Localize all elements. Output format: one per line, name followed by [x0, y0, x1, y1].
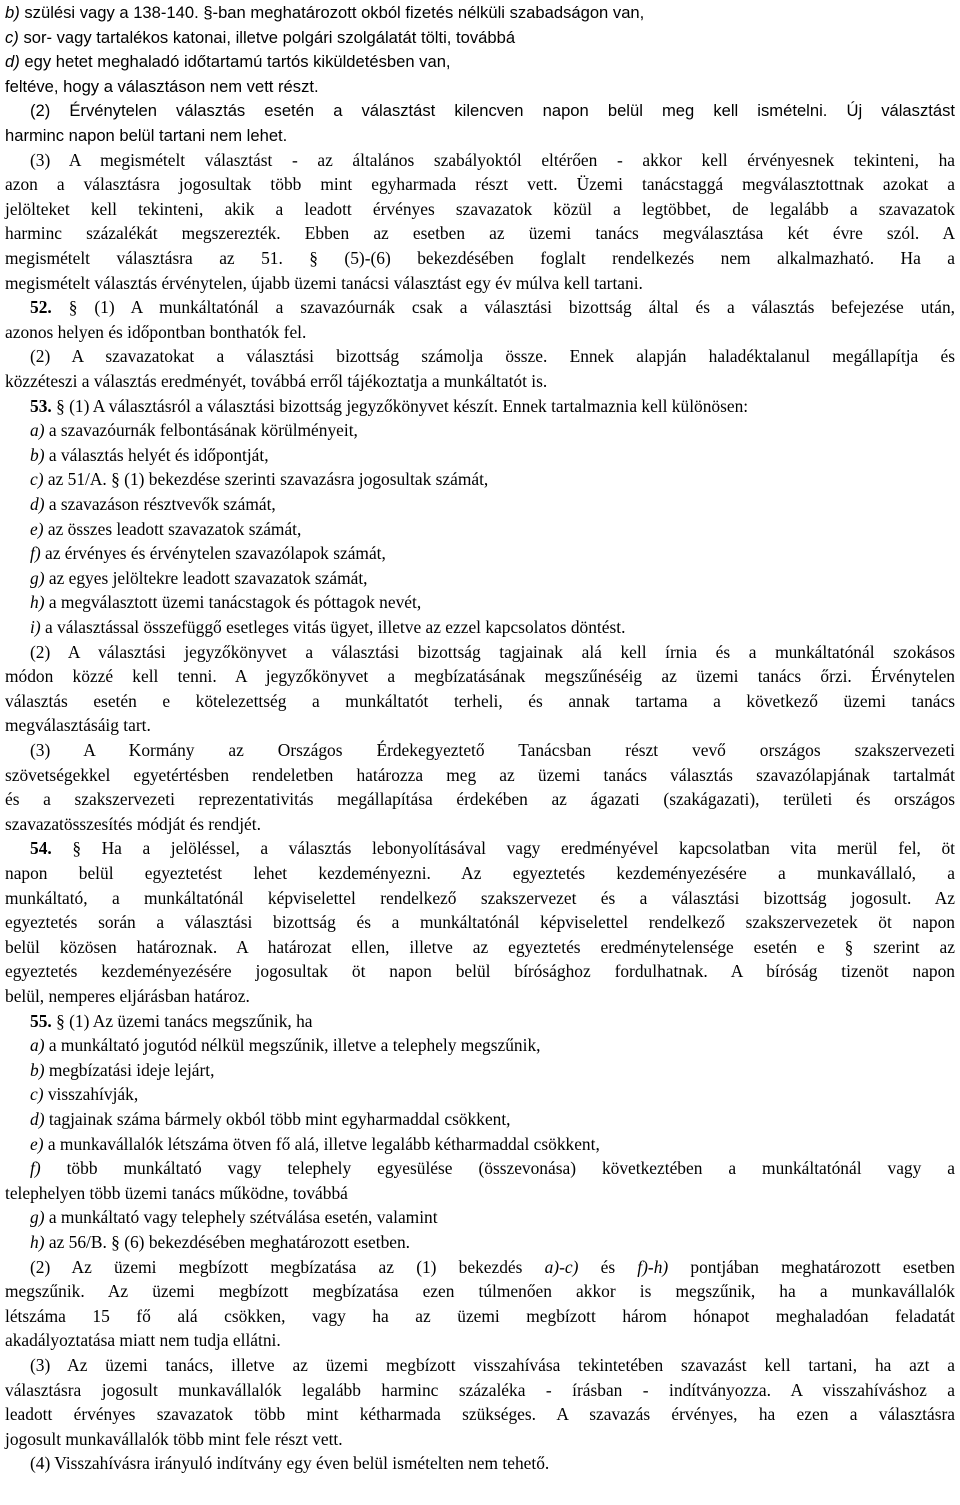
text-line — [30, 98, 955, 123]
text-run: választásra jogosult munkavállalók legalább harminc százaléka - írásban - indítványozza. A visszahíváshoz a — [5, 1379, 955, 1400]
item-label: c) — [5, 27, 19, 47]
text-run: napon belül egyeztetést lehet kezdeményezni. Az egyeztetés kezdeményezésére a munkavállaló, a — [5, 863, 955, 883]
item-label: i) — [30, 617, 41, 637]
text-run: megszűnik. Az üzemi megbízott megbízatása ezen túlmenően akkor is megszűnik, ha a munkavállalók — [5, 1281, 955, 1302]
text-run: jogosult munkavállalók több mint fele részt vett. — [5, 1428, 343, 1449]
text-run: az egyes jelöltekre leadott szavazatok számát, — [44, 567, 368, 588]
text-run: megválasztásáig tart. — [5, 715, 151, 736]
item-label: d) — [5, 52, 20, 72]
text-line — [30, 1082, 955, 1107]
item-label: c) — [30, 469, 44, 490]
item-label: f)-h) — [637, 1256, 669, 1277]
text-run: a megválasztott üzemi tanácstagok és póttagok nevét, — [44, 592, 422, 613]
text-line — [5, 886, 955, 911]
text-line — [30, 1230, 955, 1255]
text-line — [5, 861, 955, 886]
text-run: létszáma 15 fő alá csökken, vagy ha az üzemi megbízott három hónapot meghaladóan feladatát — [5, 1305, 955, 1326]
item-label: e) — [30, 1133, 44, 1154]
text-run: (2) A választási jegyzőkönyvet a választási bizottság tagjainak alá kell írnia és a munkáltatónál szokásos — [30, 641, 955, 662]
text-run: feltéve, hogy a választáson nem vett részt. — [5, 76, 319, 96]
text-run: választás esetén e kötelezettség a munkáltatót terheli, és annak tartama a következő üzemi tanács — [5, 690, 955, 711]
section-number: 53. — [30, 395, 52, 416]
item-label: a) — [30, 420, 45, 441]
text-run: az 56/B. § (6) bekezdésében meghatározott esetben. — [44, 1232, 411, 1252]
text-run: visszahívják, — [43, 1084, 139, 1105]
text-run: tagjainak száma bármely okból több mint egyharmaddal csökkent, — [44, 1109, 511, 1129]
text-line — [5, 1279, 955, 1304]
text-run: és a szakszervezeti reprezentativitás megállapítása érdekében az ágazati (szakágazati), területi és országos — [5, 789, 955, 810]
item-label: b) — [30, 1059, 45, 1080]
item-label: g) — [30, 1207, 45, 1228]
text-run: a munkáltató vagy telephely szétválása esetén, valamint — [44, 1207, 438, 1228]
text-run: telephelyen több üzemi tanács működne, továbbá — [5, 1182, 348, 1203]
text-line — [5, 197, 955, 222]
text-run: harminc százalékát megszerezték. Ebben az esetben az üzemi tanács megválasztása két évre szól. A — [5, 223, 955, 244]
text-run: megismételt választásra az 51. § (5)-(6) bekezdésében foglalt rendelkezés nem alkalmazható. Ha a — [5, 248, 955, 268]
text-line — [30, 1255, 955, 1280]
text-line — [30, 1058, 955, 1083]
text-run: módon közzé kell tenni. A jegyzőkönyvet a megbízatásának megszűnéséig az üzemi tanács őrzi. Érvénytelen — [5, 666, 955, 687]
text-line — [5, 1427, 955, 1452]
text-run: azon a választásra jogosultak több mint egyharmada részt vett. Üzemi tanácstaggá megválasztottnak azokat a — [5, 174, 955, 195]
text-line — [30, 344, 955, 369]
text-line — [30, 148, 955, 173]
text-line — [5, 1328, 955, 1353]
text-line — [5, 172, 955, 197]
text-line — [30, 590, 955, 615]
text-run: belül közösen határoznak. A határozat ellen, illetve az egyeztetés eredménytelensége esetén e § szerint az — [5, 936, 955, 957]
text-line — [5, 271, 955, 296]
text-run: (4) Visszahívásra irányuló indítvány egy éven belül ismételten nem tehető. — [30, 1453, 550, 1474]
text-line — [5, 763, 955, 788]
text-line — [30, 836, 955, 861]
text-run: § (1) Az üzemi tanács megszűnik, ha — [51, 1010, 313, 1031]
text-line — [30, 443, 955, 468]
text-run: a munkavállalók létszáma ötven fő alá, illetve legalább kétharmaddal csökkent, — [43, 1133, 600, 1154]
item-label: f) — [30, 1158, 41, 1179]
item-label: d) — [30, 1109, 45, 1129]
text-line — [30, 738, 955, 763]
text-line — [5, 935, 955, 960]
text-line — [30, 1033, 955, 1058]
text-line — [5, 689, 955, 714]
text-line — [30, 566, 955, 591]
text-line — [5, 984, 955, 1009]
text-run: és — [578, 1256, 638, 1277]
text-line — [5, 664, 955, 689]
text-run: akadályoztatása miatt nem tudja ellátni. — [5, 1330, 281, 1351]
text-line — [30, 1451, 955, 1476]
text-line — [5, 25, 955, 50]
text-run: az 51/A. § (1) bekezdése szerinti szavazásra jogosultak számát, — [43, 469, 489, 490]
text-line — [5, 1402, 955, 1427]
text-line — [5, 49, 955, 74]
text-line — [5, 221, 955, 246]
text-run: pontjában meghatározott esetben — [668, 1256, 955, 1277]
text-run: § Ha a jelöléssel, a választás lebonyolításával vagy eredményével kapcsolatban vita merül fel, öt — [51, 838, 955, 859]
text-line — [30, 492, 955, 517]
text-run: közzéteszi a választás eredményét, továbbá erről tájékoztatja a munkáltatót is. — [5, 371, 548, 391]
section-number: 55. — [30, 1010, 52, 1031]
text-run: (2) A szavazatokat a választási bizottság számolja össze. Ennek alapján haladéktalanul megállapítja és — [30, 346, 955, 367]
text-line — [5, 713, 955, 738]
text-line — [30, 1107, 955, 1132]
text-run: szövetségekkel egyetértésben rendeletben határozza meg az üzemi tanács választás szavazólapjának tartalmát — [5, 764, 955, 785]
text-run: egyeztetés során a választási bizottság és a munkáltatónál képviselettel rendelkező szakszervezetek öt napon — [5, 912, 955, 933]
text-run: § (1) A munkáltatónál a szavazóurnák csak a választási bizottság által és a választás befejezése után, — [51, 297, 955, 318]
item-label: e) — [30, 518, 44, 539]
item-label: g) — [30, 567, 45, 588]
text-line — [30, 640, 955, 665]
text-line — [30, 394, 955, 419]
text-line — [5, 1304, 955, 1329]
text-run: az összes leadott szavazatok számát, — [43, 518, 302, 539]
text-run: szavazatösszesítés módját és rendjét. — [5, 813, 261, 834]
text-run: leadott érvényes szavazatok több mint kétharmada szükséges. A szavazás érvényes, ha ezen a választásra — [5, 1404, 955, 1425]
text-run: munkáltató, a munkáltatónál képviselettel rendelkező szakszervezet és a választási bizottság jogosult. Az — [5, 887, 955, 908]
item-label: a)-c) — [544, 1256, 579, 1277]
text-line — [5, 0, 955, 25]
item-label: c) — [30, 1084, 44, 1105]
text-line — [30, 1353, 955, 1378]
text-line — [5, 1378, 955, 1403]
text-line — [30, 1009, 955, 1034]
text-line — [30, 541, 955, 566]
text-line — [30, 418, 955, 443]
item-label: f) — [30, 543, 41, 564]
text-run: a választással összefüggő esetleges vitás ügyet, illetve az ezzel kapcsolatos döntést. — [40, 617, 626, 637]
text-run: megismételt választás érvénytelen, újabb üzemi tanácsi választást egy év múlva kell tartani. — [5, 272, 643, 293]
text-run: belül, nemperes eljárásban határoz. — [5, 986, 250, 1006]
text-run: a szavazóurnák felbontásának körülményeit, — [44, 420, 358, 441]
text-run: (2) Az üzemi megbízott megbízatása az (1) bekezdés — [30, 1256, 545, 1277]
text-run: (3) Az üzemi tanács, illetve az üzemi megbízott visszahívása tekintetében szavazást kell tartani, ha azt a — [30, 1355, 955, 1375]
text-run: egyeztetés kezdeményezésére jogosultak öt napon belül bírósághoz fordulhatnak. A bíróság tizenöt napon — [5, 961, 955, 982]
text-line — [5, 787, 955, 812]
section-number: 54. — [30, 838, 52, 859]
text-run: több munkáltató vagy telephely egyesülése (összevonása) következtében a munkáltatónál vagy a — [40, 1158, 955, 1179]
text-run: (2) Érvénytelen választás esetén a választást kilencven napon belül meg kell ismételni. Új választást — [30, 101, 955, 121]
text-line — [30, 1205, 955, 1230]
text-line — [30, 615, 955, 640]
text-line — [5, 369, 955, 394]
text-line — [5, 123, 955, 148]
item-label: a) — [30, 1035, 45, 1056]
text-run: a szavazáson résztvevők számát, — [44, 494, 276, 514]
text-line — [5, 1181, 955, 1206]
item-label: b) — [5, 3, 20, 22]
text-line — [30, 1156, 955, 1181]
text-line — [30, 517, 955, 542]
text-line — [30, 467, 955, 492]
text-run: jelölteket kell tekinteni, akik a leadott érvényes szavazatok közül a legtöbbet, de legalább a szavazatok — [5, 198, 955, 219]
text-line — [5, 74, 955, 99]
text-run: (3) A Kormány az Országos Érdekegyeztető Tanácsban részt vevő országos szakszervezeti — [30, 740, 955, 760]
text-line — [5, 812, 955, 837]
text-run: a választás helyét és időpontját, — [44, 444, 269, 465]
text-run: az érvényes és érvénytelen szavazólapok számát, — [40, 543, 386, 564]
text-run: megbízatási ideje lejárt, — [44, 1059, 215, 1080]
text-run: szülési vagy a 138-140. §-ban meghatározott okból fizetés nélküli szabadságon van, — [19, 3, 645, 22]
section-number: 52. — [30, 297, 52, 318]
text-line — [30, 295, 955, 320]
text-run: (3) A megismételt választást - az általános szabályoktól eltérően - akkor kell érvényesnek tekinteni, ha — [30, 149, 955, 170]
text-line — [5, 320, 955, 345]
item-label: b) — [30, 444, 45, 465]
text-line — [5, 910, 955, 935]
text-line — [5, 959, 955, 984]
item-label: h) — [30, 592, 45, 613]
text-run: egy hetet meghaladó időtartamú tartós kiküldetésben van, — [19, 52, 451, 72]
text-line — [30, 1132, 955, 1157]
text-run: a munkáltató jogutód nélkül megszűnik, illetve a telephely megszűnik, — [44, 1035, 541, 1056]
item-label: d) — [30, 494, 45, 514]
text-run: sor- vagy tartalékos katonai, illetve polgári szolgálatát tölti, továbbá — [18, 27, 516, 47]
text-run: azonos helyen és időpontban bonthatók fel. — [5, 321, 307, 342]
item-label: h) — [30, 1232, 45, 1252]
text-run: harminc napon belül tartani nem lehet. — [5, 126, 288, 145]
text-line — [5, 246, 955, 271]
text-run: § (1) A választásról a választási bizottság jegyzőkönyvet készít. Ennek tartalmaznia kell különösen: — [51, 395, 749, 416]
